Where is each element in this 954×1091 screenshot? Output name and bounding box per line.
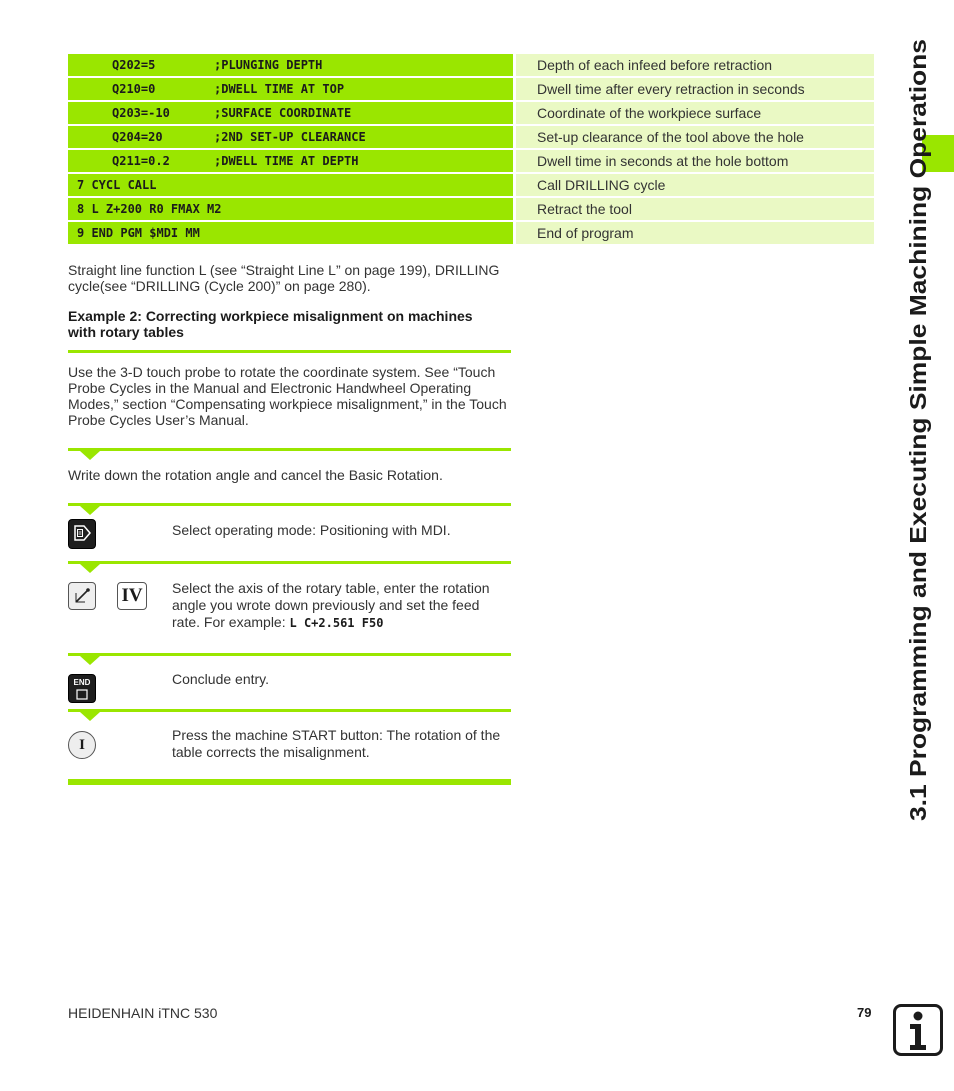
program-comment: ;SURFACE COORDINATE — [214, 106, 352, 120]
program-comment: ;2ND SET-UP CLEARANCE — [214, 130, 366, 144]
program-description — [516, 174, 874, 196]
step-divider — [68, 653, 511, 656]
program-description — [516, 126, 874, 148]
step-divider — [68, 503, 511, 506]
description-text: Retract the tool — [537, 201, 632, 217]
program-row — [68, 54, 874, 78]
program-row — [68, 102, 874, 126]
program-code: 9 END PGM $MDI MM — [77, 226, 200, 240]
reference-paragraph: Straight line function L (see “Straight Line L” on page 199), DRILLING cycle(see “DRILLING (Cycle 200)” on page 280). — [68, 262, 500, 294]
section-divider — [68, 350, 511, 353]
step-arrow-icon — [80, 564, 100, 573]
example-heading: Example 2: Correcting workpiece misalignment on machines with rotary tables — [68, 308, 473, 340]
start-key[interactable] — [68, 731, 96, 759]
axis-iv-key[interactable]: IV — [117, 582, 147, 610]
program-code-cell — [68, 54, 513, 76]
end-key-icon — [76, 689, 88, 700]
program-description — [516, 54, 874, 76]
description-text: Dwell time after every retraction in seconds — [537, 81, 805, 97]
program-description — [516, 198, 874, 220]
program-code-cell — [68, 78, 513, 100]
program-code-cell — [68, 222, 513, 244]
info-icon — [893, 1004, 943, 1056]
program-row — [68, 174, 874, 198]
program-code: Q210=0 — [112, 82, 156, 96]
step-arrow-icon — [80, 656, 100, 665]
program-comment: ;DWELL TIME AT TOP — [214, 82, 345, 96]
step-divider — [68, 448, 511, 451]
step-divider — [68, 561, 511, 564]
program-description — [516, 78, 874, 100]
program-code: Q202=5 — [112, 58, 156, 72]
positioning-mdi-key[interactable] — [68, 519, 96, 549]
straight-line-key[interactable] — [68, 582, 96, 610]
program-code: 7 CYCL CALL — [77, 178, 157, 192]
description-text: Depth of each infeed before retraction — [537, 57, 773, 73]
program-comment: ;PLUNGING DEPTH — [214, 58, 323, 72]
sidebar-chapter-title — [890, 20, 940, 840]
program-description — [516, 102, 874, 124]
step-text — [172, 580, 510, 632]
program-code: Q203=-10 — [112, 106, 170, 120]
program-row — [68, 150, 874, 174]
step-text: Select operating mode: Positioning with MDI. — [172, 522, 451, 538]
sidebar-title-text: 3.1 Programming and Executing Simple Machining Operations — [905, 139, 932, 821]
program-code-cell — [68, 102, 513, 124]
footer-product: HEIDENHAIN iTNC 530 — [68, 1005, 218, 1021]
step-divider — [68, 709, 511, 712]
program-row — [68, 198, 874, 222]
step-text-body: Select the axis of the rotary table, enter the rotation angle you wrote down previously and set the feed rate. For example: — [172, 580, 490, 630]
end-key[interactable] — [68, 674, 96, 703]
program-description — [516, 222, 874, 244]
program-description — [516, 150, 874, 172]
step-text: Press the machine START button: The rotation of the table corrects the misalignment. — [172, 727, 501, 760]
program-code-cell — [68, 198, 513, 220]
program-comment: ;DWELL TIME AT DEPTH — [214, 154, 359, 168]
program-code: Q204=20 — [112, 130, 163, 144]
program-code: Q211=0.2 — [112, 154, 170, 168]
step-text: Write down the rotation angle and cancel the Basic Rotation. — [68, 467, 443, 483]
description-text: Set-up clearance of the tool above the hole — [537, 129, 804, 145]
step-arrow-icon — [80, 506, 100, 515]
program-table — [68, 54, 874, 246]
positioning-mdi-key-icon — [69, 520, 95, 548]
description-text: Coordinate of the workpiece surface — [537, 105, 762, 121]
start-key-icon: I — [79, 737, 85, 753]
program-code-cell — [68, 174, 513, 196]
step-arrow-icon — [80, 712, 100, 721]
section-end-bar — [68, 779, 511, 785]
intro-paragraph: Use the 3-D touch probe to rotate the coordinate system. See “Touch Probe Cycles in the Manual and Electronic Handwheel Operating Modes,” section “Compensating workpiece misalignment,” in the Touch Probe Cycles User’s Manual. — [68, 364, 507, 428]
example-code: L C+2.561 F50 — [289, 616, 384, 630]
program-row — [68, 222, 874, 246]
description-text: Dwell time in seconds at the hole bottom — [537, 153, 789, 169]
program-code-cell — [68, 126, 513, 148]
step-arrow-icon — [80, 451, 100, 460]
description-text: Call DRILLING cycle — [537, 177, 666, 193]
step-text: Conclude entry. — [172, 671, 270, 687]
straight-line-key-icon — [69, 583, 95, 609]
info-glyph — [896, 1007, 940, 1053]
program-code-cell — [68, 150, 513, 172]
program-row — [68, 126, 874, 150]
page-number: 79 — [857, 1005, 872, 1020]
end-key-label: END — [73, 678, 91, 687]
description-text: End of program — [537, 225, 634, 241]
program-row — [68, 78, 874, 102]
program-code: 8 L Z+200 R0 FMAX M2 — [77, 202, 222, 216]
